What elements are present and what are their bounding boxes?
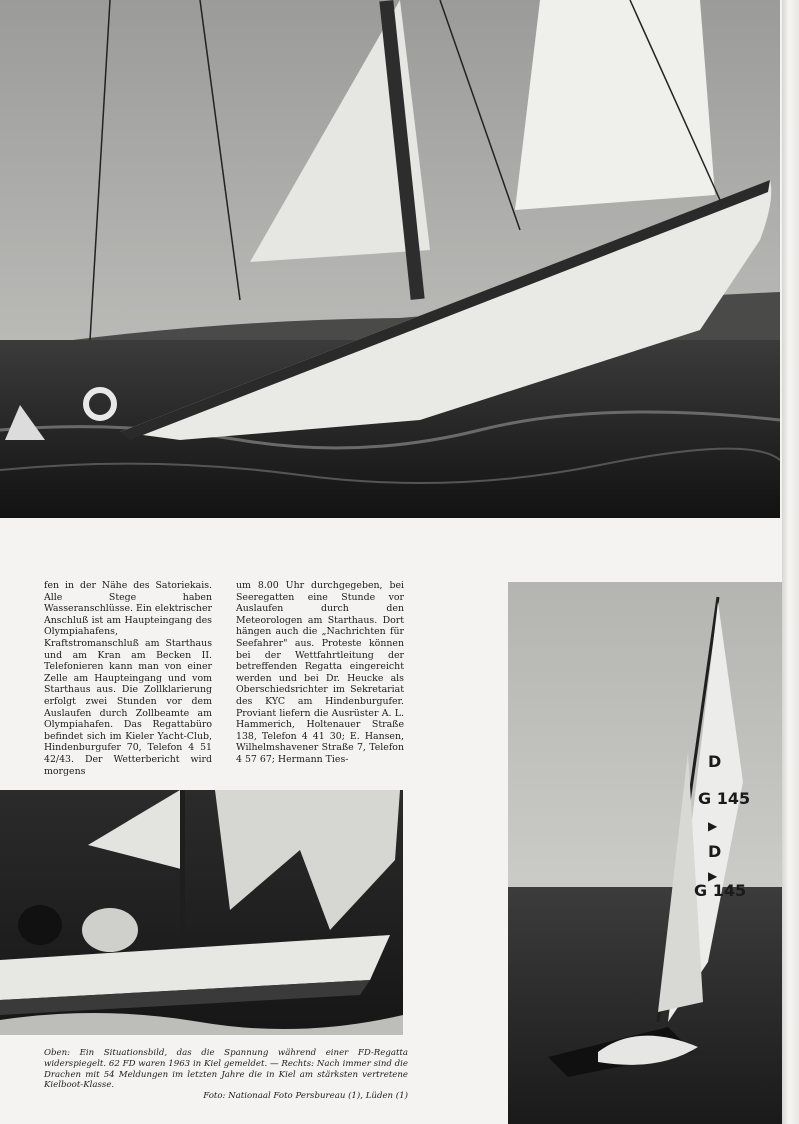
sail-symbol-1: ▶ <box>708 819 718 833</box>
sail-number-2: G 145 <box>694 881 747 900</box>
photo-fd-regatta <box>0 790 403 1035</box>
photo-drachen-boat <box>508 582 785 1124</box>
caption-text: Oben: Ein Situationsbild, das die Spannung während einer FD-Regatta widerspiegelt. 62 FD waren 1963 in Kiel gemeldet. — Rechts: Nach immer sind die Drachen mit 54 Meldungen im letzten Jahre die in Kiel am stärksten vertretene Kielboot-Klasse. <box>44 1048 408 1091</box>
sail-letter-top: D <box>708 752 722 771</box>
photo-yacht-heeling <box>0 0 780 518</box>
drachen-photo-graphic <box>508 582 785 1124</box>
photo-caption <box>44 1048 408 1102</box>
yacht-photo-graphic <box>0 0 780 518</box>
article-column-1 <box>44 580 212 777</box>
article-text-2: um 8.00 Uhr durchgegeben, bei Seeregatten eine Stunde vor Auslaufen durch den Meteorologen am Starthaus. Dort hängen auch die „Nachrichten für Seefahrer" aus. Proteste können bei der Wettfahrtleitung der betreffenden Regatta eingereicht werden und bei Dr. Heucke als Oberschiedsrichter im Sekretariat des KYC am Hindenburgufer. Proviant liefern die Ausrüster A. L. Hammerich, Holtenauer Straße 138, Telefon 4 41 30; E. Hansen, Wilhelmshavener Straße 7, Telefon 4 57 67; Hermann Ties- <box>236 580 404 765</box>
article-text-1: fen in der Nähe des Satoriekais. Alle Stege haben Wasseranschlüsse. Ein elektrischer Anschluß ist am Haupteingang des Olympiahafens, Kraftstromanschluß am Starthaus und am Kran am Becken II. Telefonieren kann man von einer Zelle am Haupteingang und vom Starthaus aus. Die Zollklarierung erfolgt zwei Stunden vor dem Auslaufen durch Zollbeamte am Olympiahafen. Das Regattabüro befindet sich im Kieler Yacht-Club, Hindenburgufer 70, Telefon 4 51 42/43. Der Wetterbericht wird morgens <box>44 580 212 777</box>
fd-photo-graphic <box>0 790 403 1035</box>
sail-number: G 145 <box>698 789 751 808</box>
photo-credit: Foto: Nationaal Foto Persbureau (1), Lüden (1) <box>203 1091 408 1102</box>
article-column-2 <box>236 580 404 766</box>
page-binding-edge <box>782 0 799 1124</box>
sail-symbol-2: ▶ <box>708 869 718 883</box>
sail-letter: D <box>708 842 722 861</box>
